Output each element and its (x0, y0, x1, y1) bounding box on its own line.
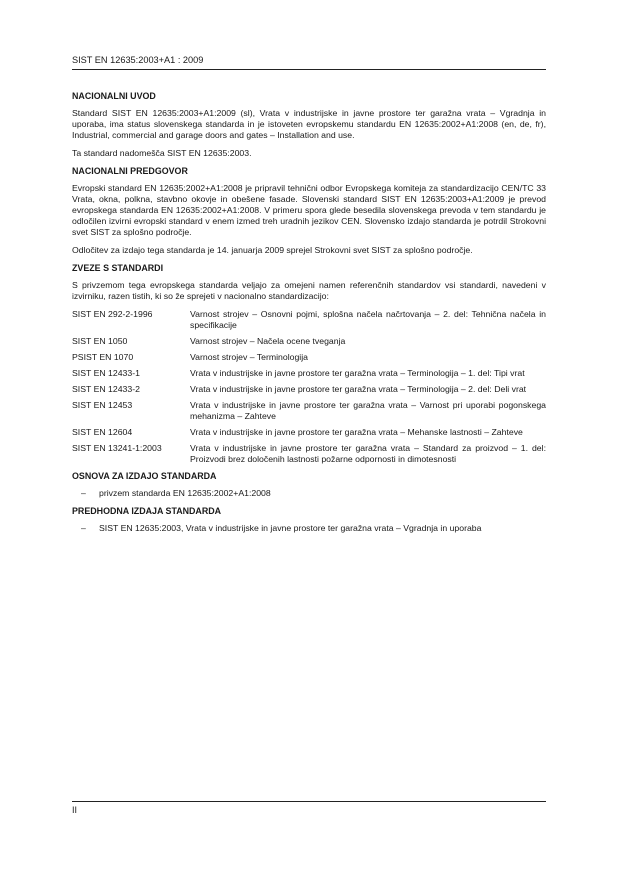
reference-code: SIST EN 12453 (72, 400, 133, 410)
section-heading: PREDHODNA IZDAJA STANDARDA (72, 506, 222, 516)
paragraph: Standard SIST EN 12635:2003+A1:2009 (sl), Vrata v industrijske in javne prostore ter garažna vrata – Vgradnja in uporaba, ima status slovenskega standarda in je istoveten evropskemu standardu EN 12635:2002+A1:2008 (en, de, fr), Industrial, commercial and garage doors and gates – Installation and use. (72, 108, 546, 140)
reference-title: Vrata v industrijske in javne prostore ter garažna vrata – Standard za proizvod – 1. del: Proizvodi brez določenih lastnosti požarne odpornosti in dimotesnosti (190, 443, 546, 464)
reference-code: SIST EN 12604 (72, 427, 133, 437)
reference-row (72, 443, 546, 465)
reference-code: PSIST EN 1070 (72, 352, 134, 362)
document-id: SIST EN 12635:2003+A1 : 2009 (72, 55, 204, 65)
dash-list (72, 488, 546, 499)
reference-row (72, 400, 546, 422)
dash-bullet: – (81, 523, 86, 533)
dash-list (72, 523, 546, 534)
paragraph: Evropski standard EN 12635:2002+A1:2008 je pripravil tehnični odbor Evropskega komiteja za standardizacijo CEN/TC 33 Vrata, okna, polkna, stavbno okovje in obešene fasade. Slovenski standard SIST EN 12635:2003+A1:2009 je prevod evropskega standarda EN 12635:2002+A1:2008. V primeru spora glede besedila slovenskega prevoda v tem standardu je odločilen izvirni evropski standard v enem izmed treh uradnih jezikov CEN. Slovensko izdajo standarda je potrdil Strokovni svet SIST za splošno področje. (72, 183, 546, 237)
reference-row (72, 352, 546, 363)
reference-title: Varnost strojev – Načela ocene tveganja (190, 336, 346, 346)
document-body (72, 91, 546, 541)
page-header (72, 54, 546, 70)
list-item (72, 488, 546, 499)
reference-title: Vrata v industrijske in javne prostore ter garažna vrata – Terminologija – 2. del: Deli vrat (190, 384, 527, 394)
reference-row (72, 309, 546, 331)
reference-code: SIST EN 13241-1:2003 (72, 443, 162, 453)
reference-row (72, 368, 546, 379)
paragraph: Ta standard nadomešča SIST EN 12635:2003. (72, 148, 252, 158)
list-item-text: privzem standarda EN 12635:2002+A1:2008 (99, 488, 271, 498)
reference-title: Vrata v industrijske in javne prostore ter garažna vrata – Varnost pri uporabi pogonskega mehanizma – Zahteve (190, 400, 546, 421)
section-heading: ZVEZE S STANDARDI (72, 263, 164, 273)
reference-code: SIST EN 292-2-1996 (72, 309, 153, 319)
reference-row (72, 336, 546, 347)
section-heading: NACIONALNI PREDGOVOR (72, 166, 188, 176)
list-item (72, 523, 546, 534)
section-nacionalni-predgovor (72, 166, 546, 256)
list-item-text: SIST EN 12635:2003, Vrata v industrijske in javne prostore ter garažna vrata – Vgradnja in uporaba (99, 523, 482, 533)
reference-title: Varnost strojev – Osnovni pojmi, splošna načela načrtovanja – 2. del: Tehnična načela in specifikacije (190, 309, 546, 330)
reference-row (72, 427, 546, 438)
reference-row (72, 384, 546, 395)
reference-title: Varnost strojev – Terminologija (190, 352, 308, 362)
page-number: II (72, 805, 78, 815)
reference-title: Vrata v industrijske in javne prostore ter garažna vrata – Mehanske lastnosti – Zahteve (190, 427, 523, 437)
section-osnova-za-izdajo (72, 471, 546, 499)
section-heading: NACIONALNI UVOD (72, 91, 156, 101)
reference-code: SIST EN 12433-2 (72, 384, 140, 394)
page-footer (72, 801, 546, 816)
section-predhodna-izdaja (72, 506, 546, 534)
reference-title: Vrata v industrijske in javne prostore ter garažna vrata – Terminologija – 1. del: Tipi vrat (190, 368, 525, 378)
section-heading: OSNOVA ZA IZDAJO STANDARDA (72, 471, 217, 481)
reference-code: SIST EN 1050 (72, 336, 128, 346)
paragraph: S privzemom tega evropskega standarda veljajo za omejeni namen referenčnih standardov vsi standardi, navedeni v izvirniku, razen tistih, ki so že sprejeti v nacionalno standardizacijo: (72, 280, 546, 301)
reference-code: SIST EN 12433-1 (72, 368, 140, 378)
section-zveze-s-standardi (72, 263, 546, 465)
paragraph: Odločitev za izdajo tega standarda je 14. januarja 2009 sprejel Strokovni svet SIST za splošno področje. (72, 245, 473, 255)
reference-standards-list (72, 309, 546, 465)
section-nacionalni-uvod (72, 91, 546, 159)
dash-bullet: – (81, 488, 86, 498)
